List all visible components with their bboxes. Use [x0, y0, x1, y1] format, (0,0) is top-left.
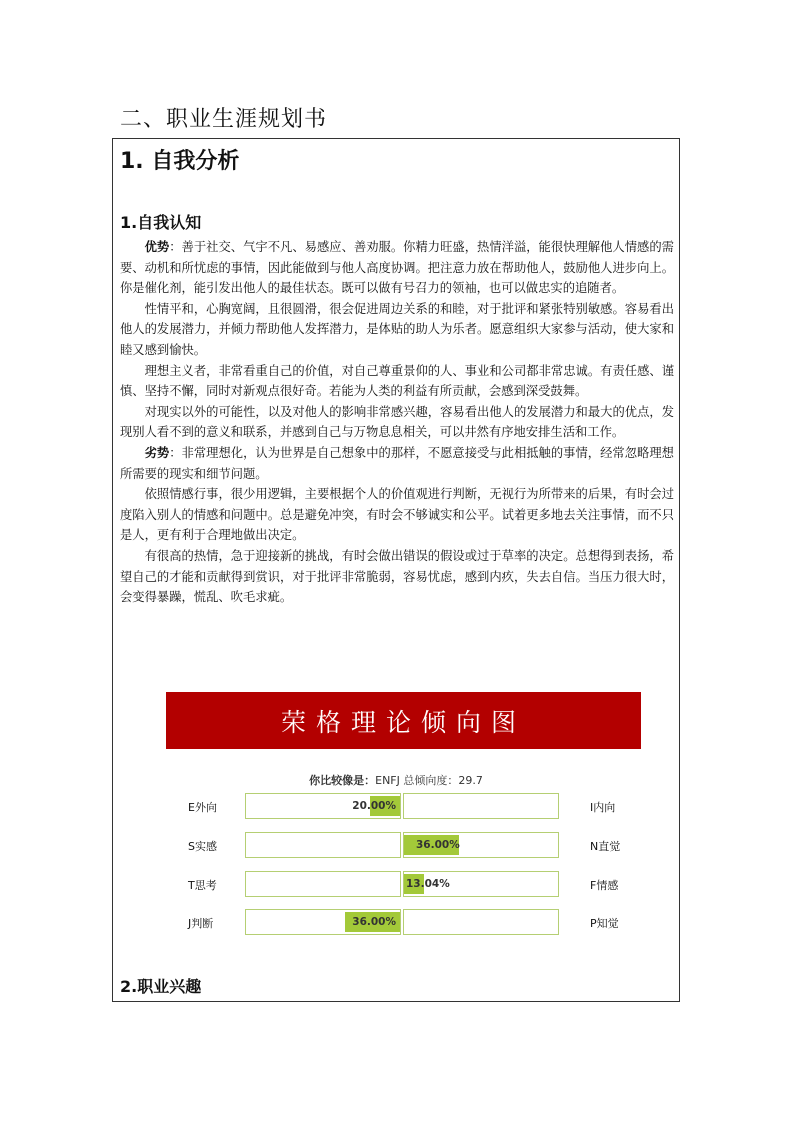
- data-label: 36.00%: [416, 839, 460, 851]
- summary-label: 你比较像是：: [309, 774, 376, 787]
- tick-label-left: T思考: [188, 879, 217, 892]
- tick-label-left: S实感: [188, 840, 217, 853]
- paragraph-lead: 优势: [144, 239, 170, 254]
- tick-label-right: F情感: [590, 879, 619, 892]
- subheading-self-awareness: 1.自我认知: [120, 213, 202, 232]
- bar-track-right: [403, 832, 559, 858]
- chart-title-banner: 荣格理论倾向图: [166, 692, 641, 749]
- paragraph: [120, 546, 674, 608]
- section-heading: 1. 自我分析: [120, 149, 240, 174]
- paragraph-text: 依照情感行事，很少用逻辑，主要根据个人的价值观进行判断，无视行为所带来的后果，有时会过度陷入别人的情感和问题中。总是避免冲突，有时会不够诚实和公平。试着更多地去关注事情，而不只是人，更有利于合理地做出决定。: [120, 487, 674, 543]
- paragraph-lead: 劣势: [144, 444, 170, 460]
- paragraph: [120, 443, 674, 484]
- bar-track-left: [245, 832, 401, 858]
- tick-label-left: J判断: [188, 917, 214, 930]
- paragraph-text: ：善于社交、气宇不凡、易感应、善劝服。你精力旺盛，热情洋溢，能很快理解他人情感的需要、动机和所忧虑的事情，因此能做到与他人高度协调。把注意力放在帮助他人，鼓励他人进步向上。你是催化剂，能引发出他人的最佳状态。既可以做有号召力的领袖，也可以做忠实的追随者。: [120, 240, 674, 296]
- data-label: 20.00%: [352, 800, 396, 812]
- page-title: 二、职业生涯规划书: [120, 107, 328, 132]
- content-frame: [112, 138, 680, 1002]
- chart-row: [113, 793, 679, 819]
- self-awareness-text: [120, 237, 674, 608]
- summary-value: ENFJ 总倾向度：29.7: [375, 774, 483, 787]
- paragraph: [120, 237, 674, 299]
- chart-row: [113, 909, 679, 935]
- paragraph: [120, 484, 674, 546]
- bar-track-right: [403, 793, 559, 819]
- paragraph-text: 性情平和，心胸宽阔，且很圆滑，很会促进周边关系的和睦，对于批评和紧张特别敏感。容易看出他人的发展潜力，并倾力帮助他人发挥潜力，是体贴的助人为乐者。愿意组织大家参与活动，使大家和睦又感到愉快。: [120, 301, 674, 357]
- paragraph-text: ：非常理想化，认为世界是自己想象中的那样，不愿意接受与此相抵触的事情，经常忽略理想所需要的现实和细节问题。: [120, 445, 674, 481]
- paragraph: [120, 402, 674, 443]
- tick-label-right: P知觉: [590, 917, 619, 930]
- paragraph-text: 对现实以外的可能性，以及对他人的影响非常感兴趣，容易看出他人的发展潜力和最大的优点，发现别人看不到的意义和联系，并感到自己与万物息息相关，可以井然有序地安排生活和工作。: [120, 404, 674, 440]
- bar-track-left: [245, 871, 401, 897]
- tick-label-left: E外向: [188, 801, 217, 814]
- paragraph: [120, 299, 674, 361]
- bar-track-right: [403, 909, 559, 935]
- chart-summary: [113, 772, 679, 788]
- data-label: 13.04%: [406, 878, 450, 890]
- chart-row: [113, 871, 679, 897]
- paragraph-text: 有很高的热情，急于迎接新的挑战，有时会做出错误的假设或过于草率的决定。总想得到表扬，希望自己的才能和贡献得到赏识，对于批评非常脆弱，容易忧虑，感到内疚，失去自信。当压力很大时，会变得暴躁，慌乱、吹毛求疵。: [120, 548, 674, 605]
- tick-label-right: N直觉: [590, 840, 621, 853]
- subheading-career-interest: 2.职业兴趣: [120, 977, 202, 996]
- chart-row: [113, 832, 679, 858]
- bar-track-left: [245, 909, 401, 935]
- data-label: 36.00%: [352, 916, 396, 928]
- bar-track-right: [403, 871, 559, 897]
- paragraph-text: 理想主义者，非常看重自己的价值，对自己尊重景仰的人、事业和公司都非常忠诚。有责任感、谨慎、坚持不懈，同时对新观点很好奇。若能为人类的利益有所贡献，会感到深受鼓舞。: [120, 363, 674, 399]
- bar-track-left: [245, 793, 401, 819]
- paragraph: [120, 361, 674, 402]
- tick-label-right: I内向: [590, 801, 616, 814]
